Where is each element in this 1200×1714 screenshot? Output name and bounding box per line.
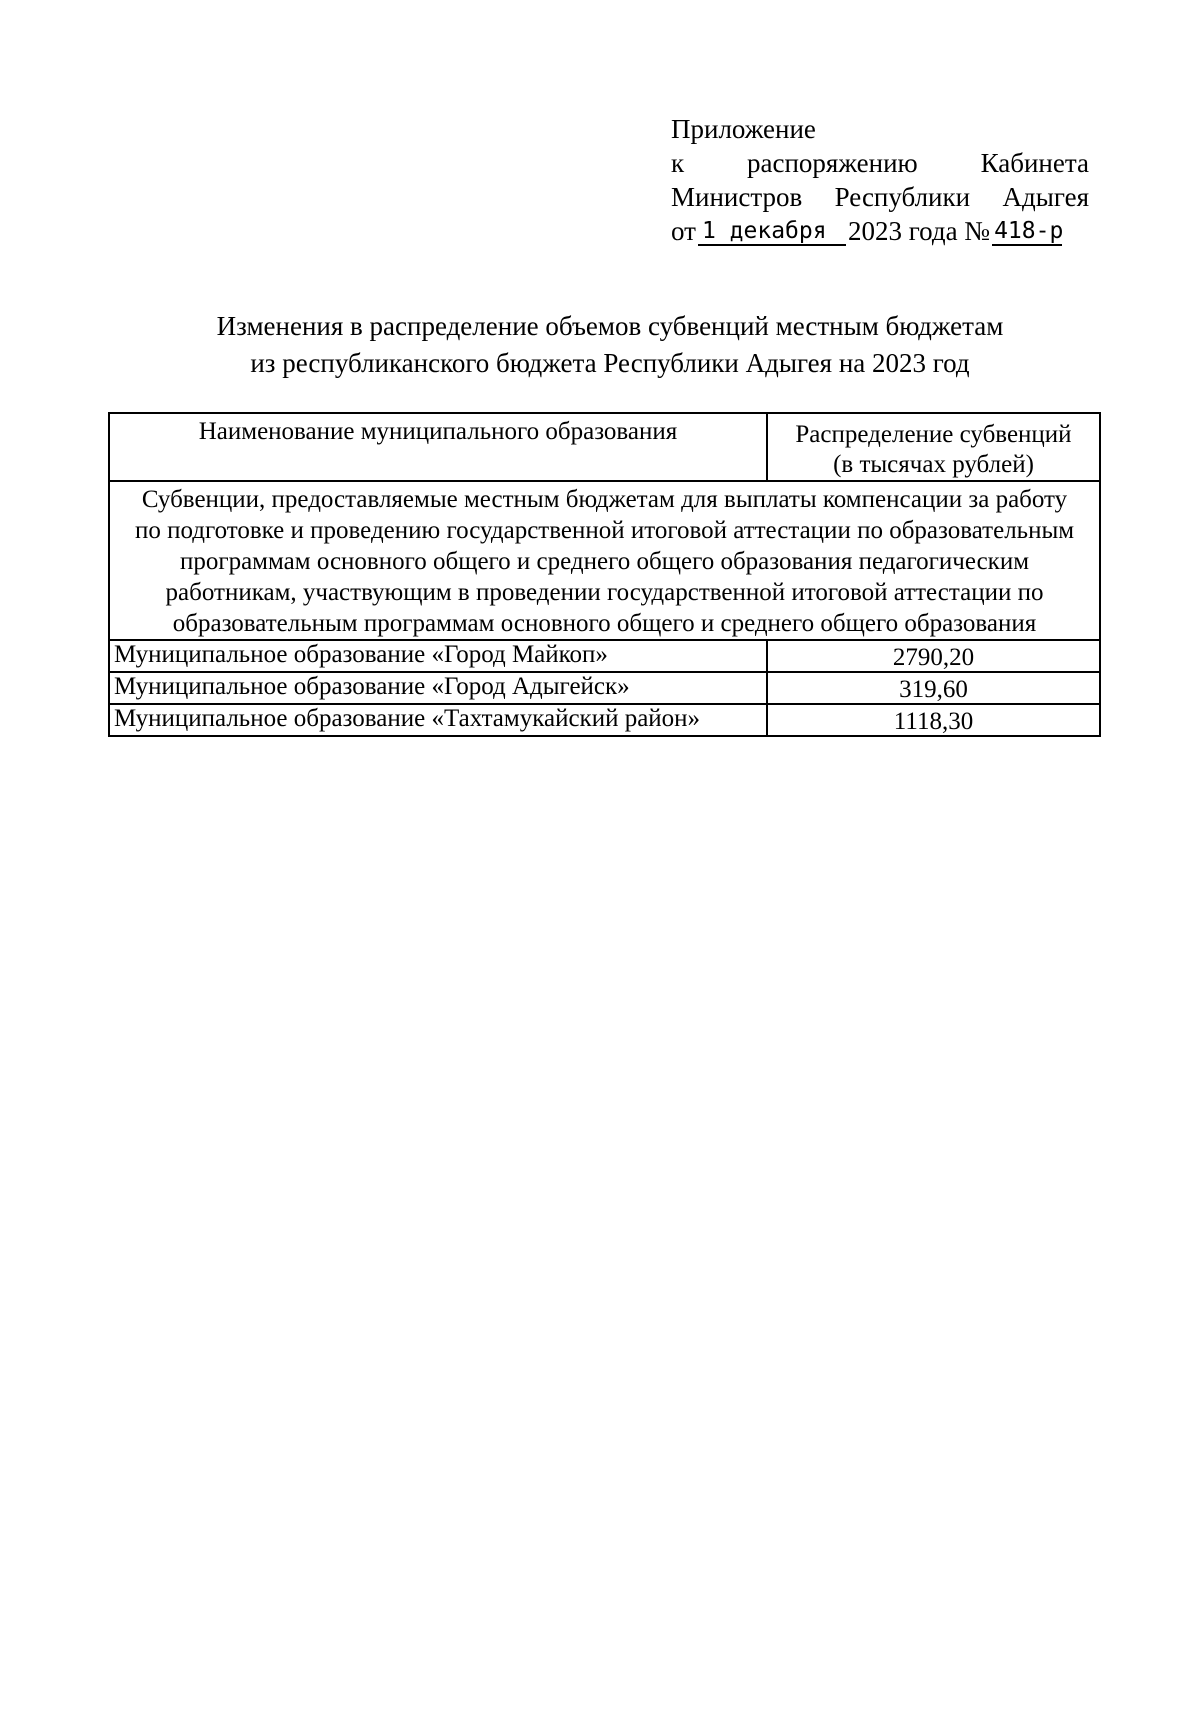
table-row <box>109 672 1100 704</box>
table-row <box>109 704 1100 736</box>
table-row <box>109 640 1100 672</box>
subvention-amount: 2790,20 <box>767 640 1100 672</box>
year-text: 2023 года № <box>847 216 991 246</box>
table-header-row <box>109 413 1100 481</box>
appendix-line-3 <box>671 180 1089 214</box>
section-description: Субвенции, предоставляемые местным бюджетам для выплаты компенсации за работу по подготовке и проведению государственной итоговой аттестации по образовательным программам основного общего и среднего общего образования педагогическим работникам, участвующим в проведении государственной итоговой аттестации по образовательным программам основного общего и среднего общего образования <box>109 481 1100 640</box>
order-number-field: 418-р <box>994 218 1064 244</box>
header-municipality: Наименование муниципального образования <box>109 413 767 481</box>
appendix-block <box>671 112 1089 248</box>
appendix-word: распоряжению <box>747 148 918 178</box>
date-field: 1 декабря <box>698 218 846 246</box>
appendix-word: к <box>671 148 685 178</box>
appendix-title: Приложение <box>671 114 816 144</box>
document-title-line-2: из республиканского бюджета Республики Адыгея на 2023 год <box>250 348 970 378</box>
appendix-word: Кабинета <box>980 148 1089 178</box>
header-distribution-line-1: Распределение субвенций <box>795 421 1072 448</box>
subvention-amount: 319,60 <box>767 672 1100 704</box>
section-row <box>109 481 1100 640</box>
appendix-line-2 <box>671 146 1089 180</box>
distribution-table-wrapper <box>108 412 1101 737</box>
appendix-date-line <box>671 214 1089 248</box>
subvention-amount: 1118,30 <box>767 704 1100 736</box>
header-distribution-line-2: (в тысячах рублей) <box>833 451 1034 478</box>
document-title-line-1: Изменения в распределение объемов субвенций местным бюджетам <box>216 311 1004 341</box>
distribution-table <box>108 412 1101 737</box>
document-title <box>110 308 1110 382</box>
appendix-word: Республики <box>834 182 971 212</box>
appendix-word: Министров <box>671 182 803 212</box>
appendix-word: Адыгея <box>1002 182 1089 212</box>
municipality-name: Муниципальное образование «Город Майкоп» <box>109 640 767 672</box>
municipality-name: Муниципальное образование «Город Адыгейск» <box>109 672 767 704</box>
header-distribution <box>767 413 1100 481</box>
municipality-name: Муниципальное образование «Тахтамукайский район» <box>109 704 767 736</box>
date-prefix: от <box>671 216 696 246</box>
